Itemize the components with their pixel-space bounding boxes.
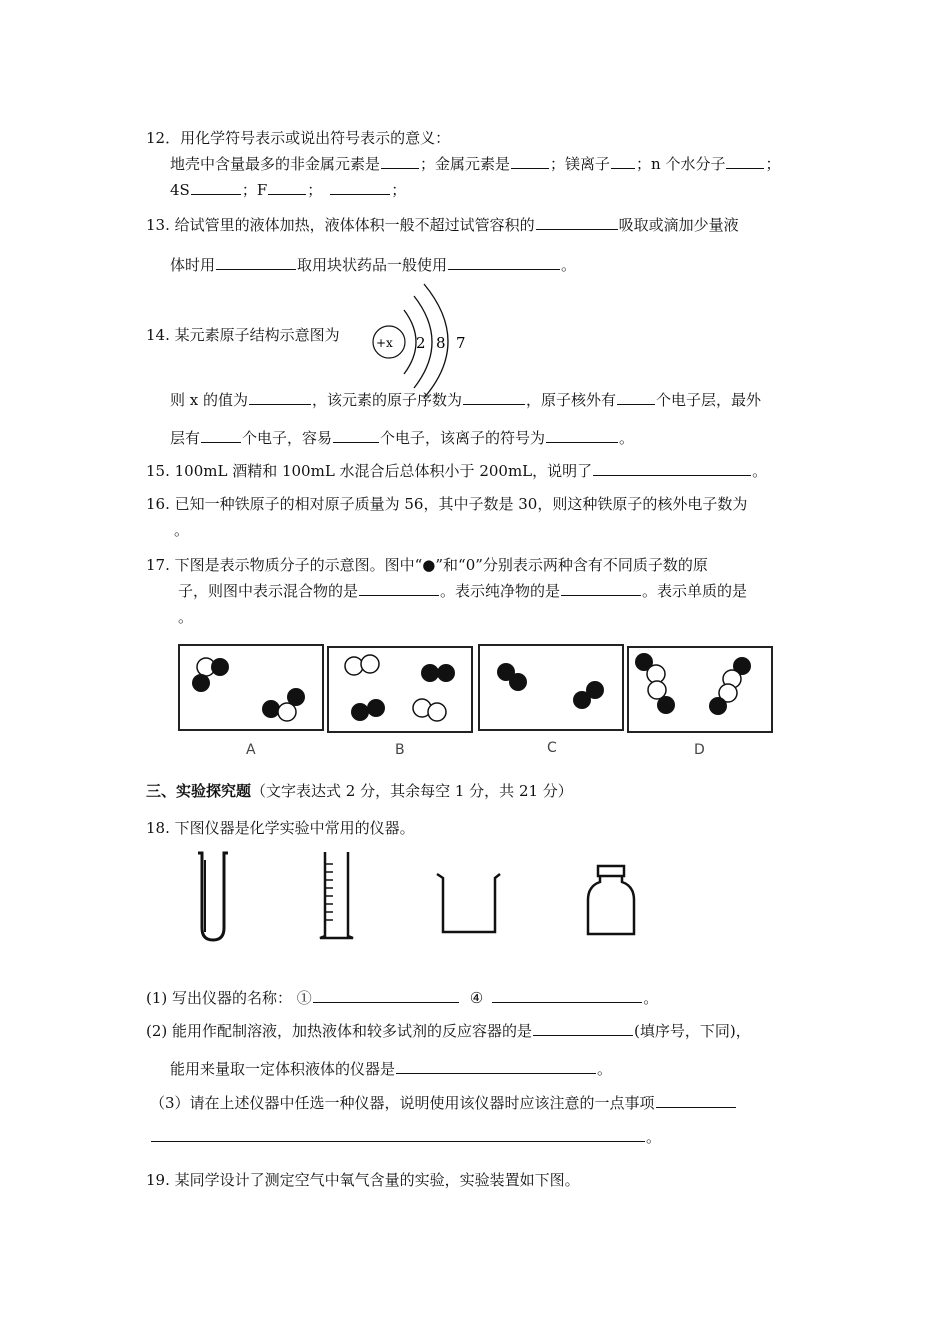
answer-blank[interactable] <box>511 154 549 169</box>
text: 。表示纯净物的是 <box>440 582 561 600</box>
text: (1) 写出仪器的名称： ① <box>146 989 312 1007</box>
answer-blank[interactable] <box>492 988 642 1003</box>
answer-blank[interactable] <box>448 255 560 270</box>
answer-blank[interactable] <box>617 390 655 405</box>
q13-line2 <box>170 255 576 275</box>
q18-part3-line2 <box>150 1127 661 1147</box>
q17-line3 <box>178 607 193 627</box>
text: ，原子核外有 <box>526 391 617 409</box>
black-atom <box>287 688 305 706</box>
text: 18. 下图仪器是化学实验中常用的仪器。 <box>146 819 415 837</box>
q14-line2 <box>170 390 761 410</box>
answer-blank[interactable] <box>216 255 296 270</box>
text: 体时用 <box>170 256 216 274</box>
test-tube-icon <box>198 853 228 940</box>
caption-a: A <box>246 742 256 758</box>
caption-c: C <box>547 740 557 756</box>
q16-line2 <box>174 520 189 540</box>
answer-blank[interactable] <box>396 1059 596 1074</box>
q17-line1 <box>146 555 708 575</box>
nucleus-charge: +x <box>376 336 393 350</box>
black-atom <box>437 664 455 682</box>
text: 。 <box>597 1060 613 1078</box>
black-atom <box>421 664 439 682</box>
answer-blank[interactable] <box>201 428 241 443</box>
shell-electrons-3: 7 <box>456 334 466 352</box>
text: 则 x 的值为 <box>170 391 248 409</box>
caption-d: D <box>694 742 705 758</box>
text: ；镁离子 <box>550 155 611 173</box>
white-atom <box>361 655 379 673</box>
white-atom <box>428 703 446 721</box>
text: ； <box>391 181 407 199</box>
shell-electrons-1: 2 <box>416 334 426 352</box>
answer-blank[interactable] <box>191 180 241 195</box>
beaker-icon <box>437 874 500 932</box>
q12-stem: 12．用化学符号表示或说出符号表示的意义： <box>146 129 451 147</box>
black-atom <box>586 681 604 699</box>
answer-blank[interactable] <box>151 1127 645 1142</box>
text: 个电子层，最外 <box>656 391 762 409</box>
text: 取用块状药品一般使用 <box>297 256 448 274</box>
black-atom <box>509 673 527 691</box>
text: ，该元素的原子序数为 <box>312 391 463 409</box>
text: 16. 已知一种铁原子的相对原子质量为 56，其中子数是 30，则这种铁原子的核外电子数为 <box>146 495 748 513</box>
black-atom <box>657 696 675 714</box>
answer-blank[interactable] <box>333 428 379 443</box>
text: 个电子，该离子的符号为 <box>380 429 546 447</box>
q13-line1 <box>146 215 739 235</box>
answer-blank[interactable] <box>249 390 311 405</box>
text: 15. 100mL 酒精和 100mL 水混合后总体积小于 200mL，说明了 <box>146 462 593 480</box>
text: （3）请在上述仪器中任选一种仪器，说明使用该仪器时应该注意的一点事项 <box>150 1094 655 1112</box>
q14-line3 <box>170 428 634 448</box>
text: 吸取或滴加少量液 <box>618 216 739 234</box>
black-atom <box>192 674 210 692</box>
answer-blank[interactable] <box>656 1093 736 1108</box>
text: 。表示单质的是 <box>642 582 748 600</box>
text: 。 <box>174 521 190 539</box>
q12-line3 <box>170 180 406 200</box>
reagent-bottle-icon <box>588 866 634 934</box>
text: (2) 能用作配制溶液，加热液体和较多试剂的反应容器的是 <box>146 1022 533 1040</box>
answer-blank[interactable] <box>546 428 618 443</box>
text: ； <box>307 181 323 199</box>
text: ；金属元素是 <box>420 155 511 173</box>
text: 。 <box>752 462 768 480</box>
q12-line1 <box>146 128 450 148</box>
section-3-heading <box>146 780 573 801</box>
answer-blank[interactable] <box>536 215 618 230</box>
q18-line1 <box>146 818 415 838</box>
text: 个电子，容易 <box>242 429 333 447</box>
text: 4S <box>170 181 190 199</box>
text: 17. 下图是表示物质分子的示意图。图中“●”和“0”分别表示两种含有不同质子数的原 <box>146 556 708 574</box>
atom-structure-diagram <box>368 280 478 400</box>
black-atom <box>211 658 229 676</box>
text: 。 <box>178 608 194 626</box>
text: 13. 给试管里的液体加热，液体体积一般不超过试管容积的 <box>146 216 535 234</box>
black-atom <box>367 699 385 717</box>
text: (填序号，下同)， <box>634 1022 751 1040</box>
text: 子，则图中表示混合物的是 <box>178 582 359 600</box>
black-atom <box>709 697 727 715</box>
answer-blank[interactable] <box>268 180 306 195</box>
section-note: （文字表达式 2 分，其余每空 1 分，共 21 分） <box>251 782 573 800</box>
molecule-diagram <box>176 642 776 762</box>
q18-part2-line1 <box>146 1021 751 1041</box>
q18-part3-line1 <box>150 1093 737 1113</box>
electron-shell-1 <box>404 310 416 374</box>
white-atom <box>345 657 363 675</box>
answer-blank[interactable] <box>593 461 751 476</box>
answer-blank[interactable] <box>381 154 419 169</box>
q19-line1 <box>146 1170 580 1190</box>
text: 。 <box>561 256 577 274</box>
white-atom <box>647 665 665 683</box>
text: 。 <box>646 1128 662 1146</box>
answer-blank[interactable] <box>611 154 635 169</box>
black-atom <box>351 703 369 721</box>
white-atom <box>648 681 666 699</box>
text: ； <box>765 155 781 173</box>
graduated-cylinder-icon <box>320 852 353 938</box>
q15-line <box>146 461 767 481</box>
text: 层有 <box>170 429 201 447</box>
text: 地壳中含量最多的非金属元素是 <box>170 155 381 173</box>
q17-line2 <box>178 581 747 601</box>
answer-blank[interactable] <box>533 1021 633 1036</box>
q16-line1 <box>146 494 747 514</box>
answer-blank[interactable] <box>561 581 641 596</box>
text: 14. 某元素原子结构示意图为 <box>146 326 340 344</box>
caption-b: B <box>395 742 405 758</box>
section-title: 三、实验探究题 <box>146 782 252 800</box>
q12-line2 <box>170 154 781 174</box>
black-atom <box>262 700 280 718</box>
lab-instruments <box>190 848 650 948</box>
q14-line1 <box>146 325 340 345</box>
answer-blank[interactable] <box>330 180 390 195</box>
answer-blank[interactable] <box>463 390 525 405</box>
text: 。 <box>619 429 635 447</box>
text: 能用来量取一定体积液体的仪器是 <box>170 1060 396 1078</box>
text: ；n 个水分子 <box>636 155 726 173</box>
shell-electrons-2: 8 <box>436 334 446 352</box>
answer-blank[interactable] <box>726 154 764 169</box>
white-atom <box>278 703 296 721</box>
answer-blank[interactable] <box>359 581 439 596</box>
text: 。 <box>643 989 659 1007</box>
text: ④ <box>469 989 484 1007</box>
q18-part2-line2 <box>170 1059 612 1079</box>
answer-blank[interactable] <box>313 988 459 1003</box>
text: ；F <box>241 181 268 199</box>
text: 19. 某同学设计了测定空气中氧气含量的实验，实验装置如下图。 <box>146 1171 580 1189</box>
q18-part1 <box>146 988 658 1008</box>
